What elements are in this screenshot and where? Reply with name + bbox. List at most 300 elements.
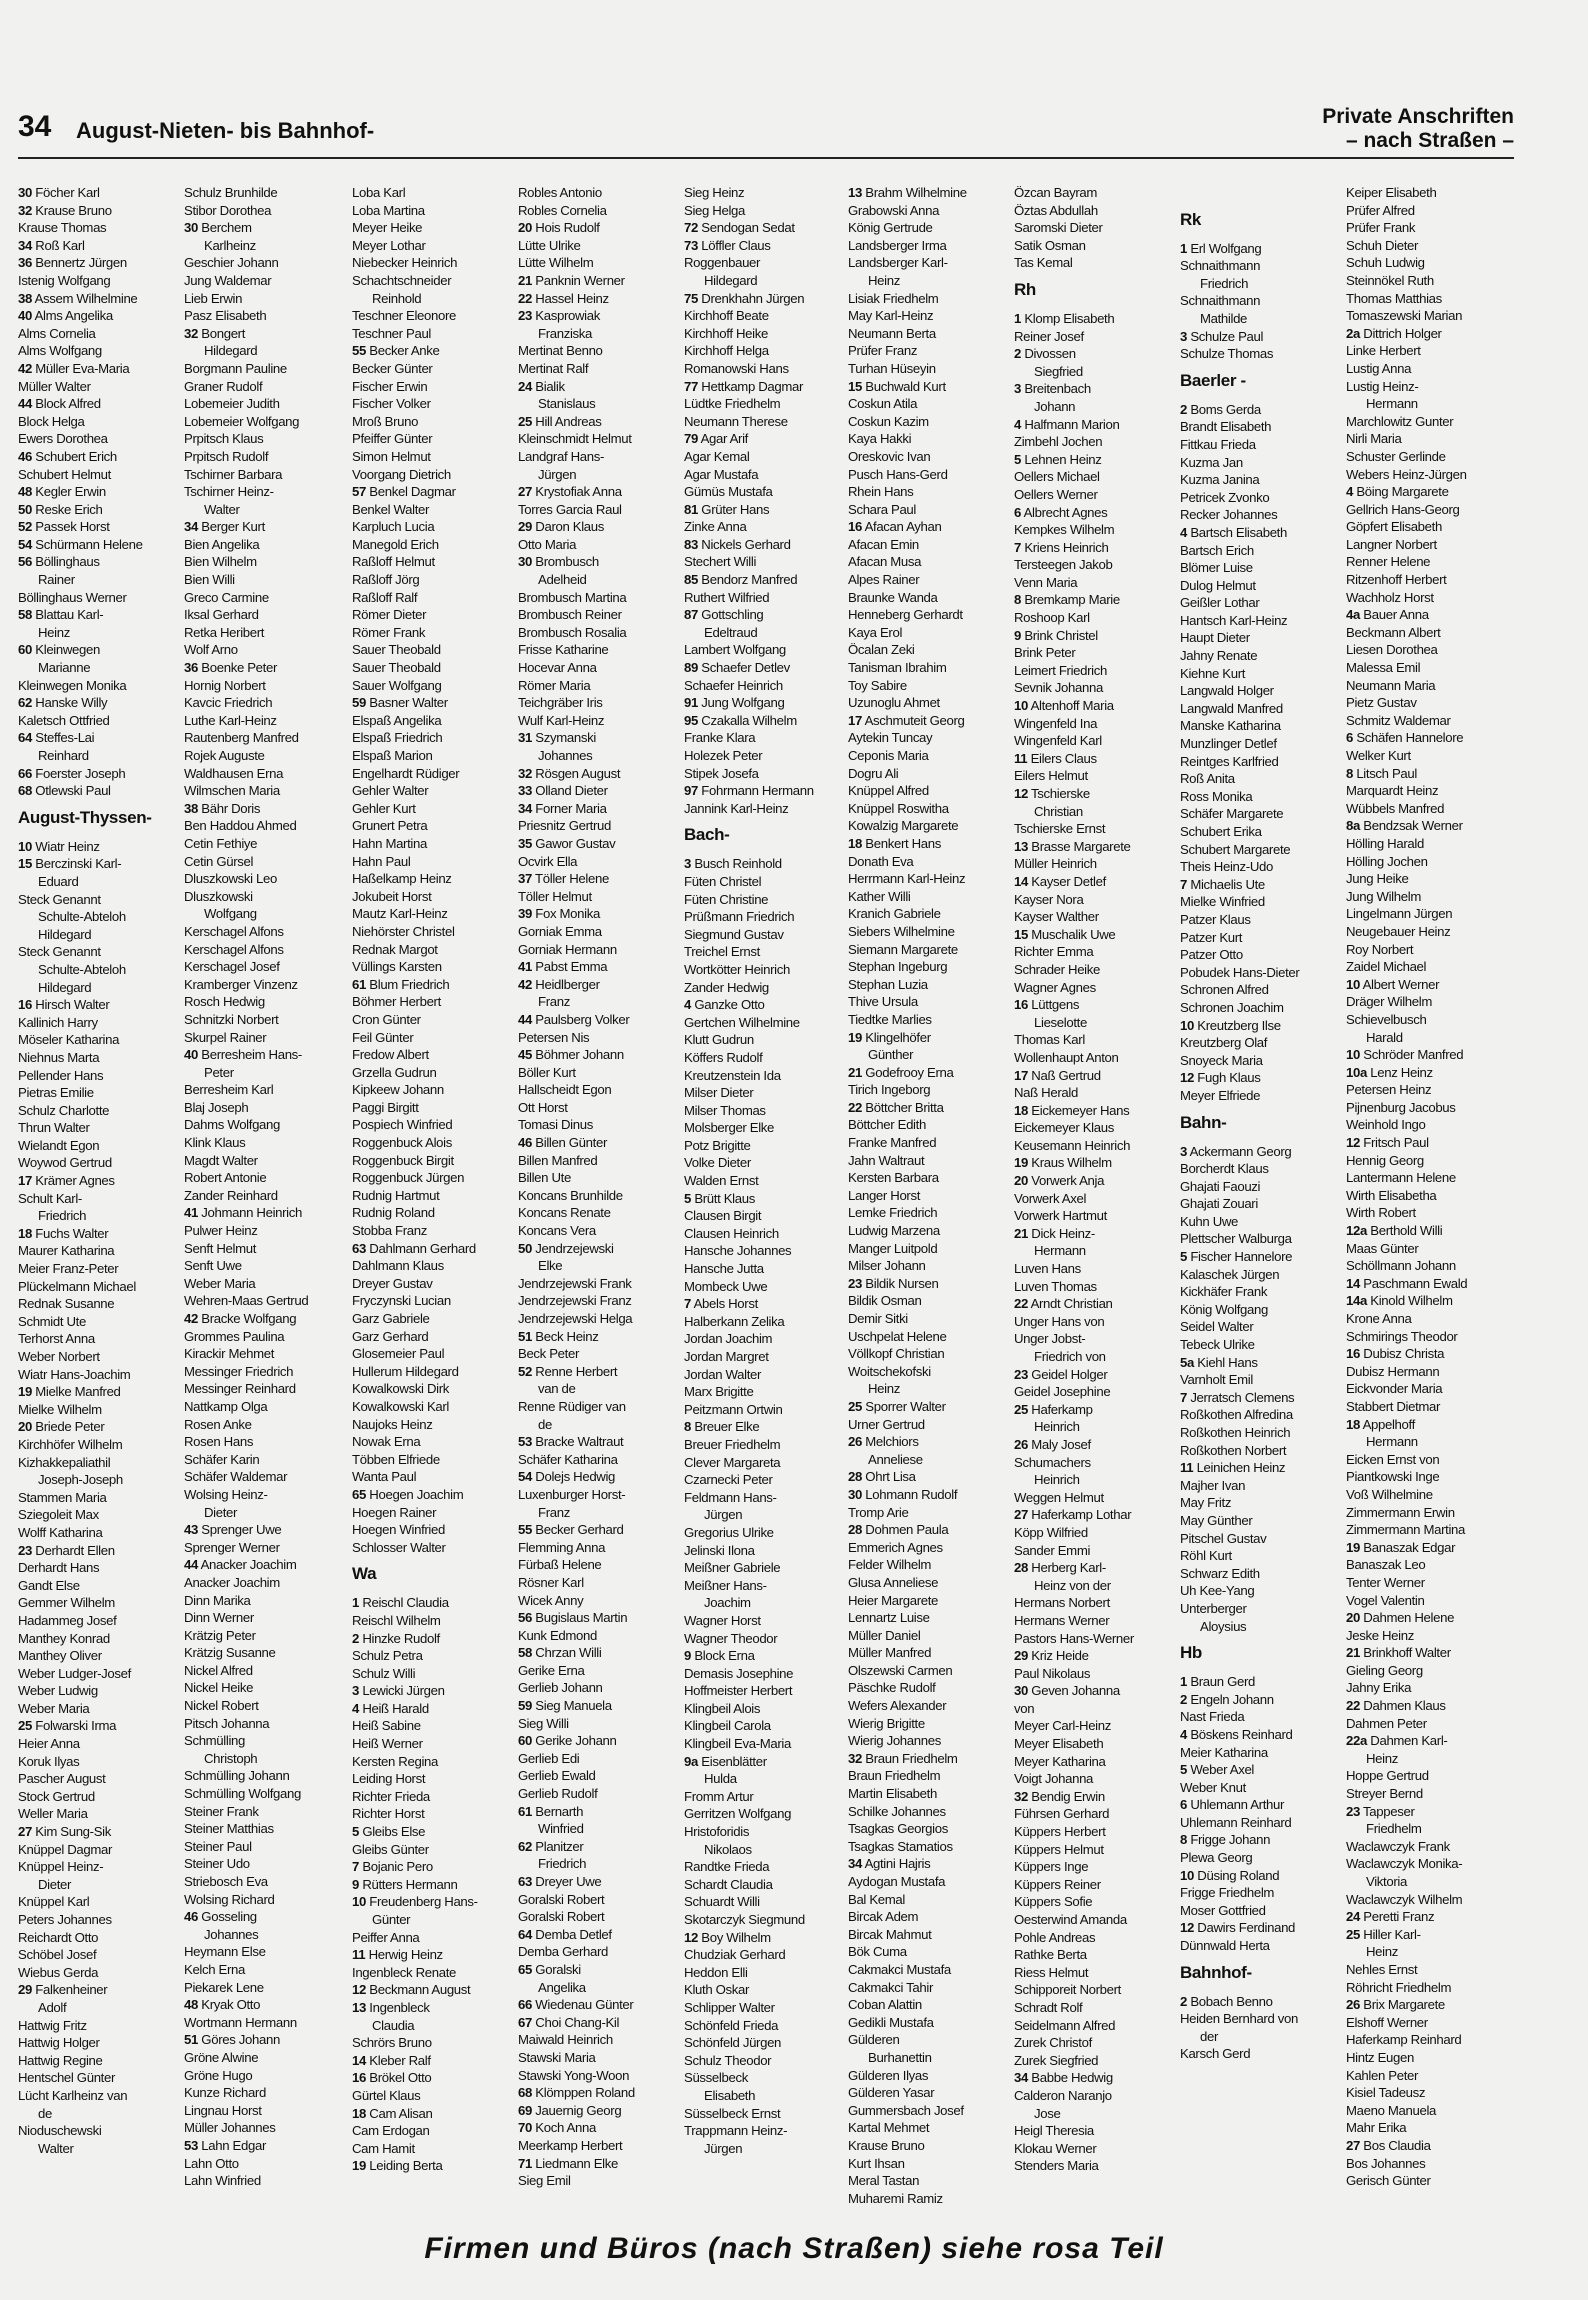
list-item xyxy=(352,184,518,202)
list-item xyxy=(1346,1310,1514,1328)
list-item xyxy=(18,1788,184,1806)
house-number: 58 xyxy=(518,1645,532,1661)
resident-name: Zurek Siegfried xyxy=(1014,2052,1099,2068)
resident-name: Schubert Erika xyxy=(1180,824,1262,839)
resident-name: Hansche Johannes xyxy=(684,1243,792,1259)
house-number: 4 xyxy=(1180,524,1187,540)
list-item xyxy=(18,1841,184,1859)
list-item xyxy=(1180,1052,1346,1070)
resident-name: Schlosser Walter xyxy=(352,1539,446,1555)
resident-name: Kirchhoff Beate xyxy=(684,308,769,324)
resident-name: Lieb Erwin xyxy=(184,290,243,306)
resident-name: Dawirs Ferdinand xyxy=(1197,1920,1296,1936)
house-number: 4 xyxy=(684,997,691,1013)
resident-name: Jokubeit Horst xyxy=(352,888,432,904)
resident-name: Pitschel Gustav xyxy=(1180,1530,1267,1546)
list-item xyxy=(352,1981,518,1999)
list-item xyxy=(1014,1489,1180,1507)
resident-name: Heinrich xyxy=(1034,1419,1080,1435)
list-item xyxy=(1014,1207,1180,1225)
house-number: 23 xyxy=(518,308,532,324)
resident-name: Garz Gabriele xyxy=(352,1311,430,1326)
resident-name: Garz Gerhard xyxy=(352,1328,429,1344)
list-item xyxy=(1346,1504,1514,1522)
list-item xyxy=(1014,2017,1180,2035)
resident-name: Mroß Bruno xyxy=(352,413,419,429)
list-item xyxy=(1346,2067,1514,2085)
list-item xyxy=(184,1310,352,1328)
list-item xyxy=(684,1542,848,1560)
resident-name: Kirackir Mehmet xyxy=(184,1346,275,1362)
list-item xyxy=(518,237,684,255)
resident-name: Landsberger Irma xyxy=(848,237,947,253)
resident-name: Kalaschek Jürgen xyxy=(1180,1266,1280,1282)
entry-continuation xyxy=(1346,395,1514,413)
list-item xyxy=(352,202,518,220)
resident-name: Neugebauer Heinz xyxy=(1346,923,1451,939)
house-number: 24 xyxy=(518,378,532,394)
list-item xyxy=(848,325,1014,343)
resident-name: Schäfer Katharina xyxy=(518,1451,618,1467)
list-item xyxy=(352,272,518,290)
resident-name: Weggen Helmut xyxy=(1014,1489,1104,1505)
resident-name: Roggenbuck Alois xyxy=(352,1135,452,1151)
list-item xyxy=(1014,2140,1180,2158)
list-item xyxy=(684,996,848,1014)
entry-continuation xyxy=(518,993,684,1011)
resident-name: Wiatr Heinz xyxy=(35,838,100,854)
list-item xyxy=(1180,1178,1346,1196)
house-number: 60 xyxy=(18,642,32,658)
resident-name: Jendrzejewski Franz xyxy=(518,1293,632,1309)
list-item xyxy=(352,1152,518,1170)
list-item xyxy=(518,782,684,800)
resident-name: Grüter Hans xyxy=(701,501,770,517)
list-item xyxy=(352,677,518,695)
list-item xyxy=(184,1380,352,1398)
list-item xyxy=(684,1911,848,1929)
resident-name: Pabst Emma xyxy=(535,959,608,975)
list-item xyxy=(184,1679,352,1697)
house-number: 10 xyxy=(1180,1867,1194,1883)
entry-continuation xyxy=(848,1380,1014,1398)
resident-name: Luxenburger Horst- xyxy=(518,1486,626,1502)
resident-name: Rosen Hans xyxy=(184,1434,254,1450)
list-item xyxy=(1346,1380,1514,1398)
list-item xyxy=(1180,964,1346,982)
list-item xyxy=(684,1418,848,1436)
resident-name: Hettkamp Dagmar xyxy=(701,378,804,394)
resident-name: Steiner Frank xyxy=(184,1803,259,1819)
house-number: 44 xyxy=(184,1557,198,1573)
resident-name: Agtini Hajris xyxy=(864,1856,931,1872)
house-number: 32 xyxy=(848,1750,862,1766)
resident-name: Pellender Hans xyxy=(18,1067,104,1083)
list-item xyxy=(18,184,184,202)
resident-name: Gleibs Else xyxy=(362,1824,426,1840)
list-item xyxy=(684,1876,848,1894)
entry-continuation xyxy=(518,395,684,413)
resident-name: Kerschagel Alfons xyxy=(184,923,284,939)
list-item xyxy=(1180,717,1346,735)
list-item xyxy=(684,659,848,677)
list-item xyxy=(1346,2119,1514,2137)
list-item xyxy=(1180,647,1346,665)
list-item xyxy=(18,1225,184,1243)
list-item xyxy=(1180,1230,1346,1248)
list-item xyxy=(518,1363,684,1381)
resident-name: Bialik xyxy=(535,378,565,394)
list-item xyxy=(518,1926,684,1944)
resident-name: Leinichen Heinz xyxy=(1196,1460,1286,1476)
resident-name: Becker Günter xyxy=(352,360,433,376)
resident-name: Weber Ludwig xyxy=(18,1683,98,1699)
list-item xyxy=(184,1345,352,1363)
resident-name: Hoppe Gertrud xyxy=(1346,1768,1429,1784)
house-number: 2 xyxy=(1180,1691,1187,1707)
list-item xyxy=(518,589,684,607)
house-number: 3 xyxy=(352,1683,359,1699)
resident-name: Günther xyxy=(868,1047,914,1063)
resident-name: Dubisz Hermann xyxy=(1346,1363,1440,1379)
list-item xyxy=(1346,272,1514,290)
resident-name: Bök Cuma xyxy=(848,1944,907,1960)
resident-name: Rainer xyxy=(38,572,75,588)
house-number: 12a xyxy=(1346,1223,1367,1239)
resident-name: Geidel Holger xyxy=(1031,1366,1108,1382)
resident-name: Billen Ute xyxy=(518,1170,571,1186)
resident-name: Kim Sung-Sik xyxy=(35,1824,111,1840)
resident-name: Brandt Elisabeth xyxy=(1180,419,1272,435)
street-heading: Rh xyxy=(1014,279,1036,299)
resident-name: Erl Wolfgang xyxy=(1190,240,1262,256)
list-item xyxy=(684,1612,848,1630)
list-item xyxy=(848,870,1014,888)
list-item xyxy=(184,1855,352,1873)
list-item xyxy=(352,1187,518,1205)
house-number: 7 xyxy=(352,1859,359,1875)
list-item xyxy=(352,254,518,272)
list-item xyxy=(1346,202,1514,220)
list-item xyxy=(848,1592,1014,1610)
resident-name: Dinn Werner xyxy=(184,1610,254,1626)
list-item xyxy=(848,712,1014,730)
resident-name: Bildik Osman xyxy=(848,1293,922,1309)
entry-continuation xyxy=(18,926,184,944)
list-item xyxy=(184,1187,352,1205)
resident-name: Brütt Klaus xyxy=(694,1190,755,1206)
resident-name: Braun Gerd xyxy=(1190,1674,1255,1690)
list-item xyxy=(1014,820,1180,838)
resident-name: Grabowski Anna xyxy=(848,202,940,218)
resident-name: Möseler Katharina xyxy=(18,1032,120,1048)
resident-name: Prüßmann Friedrich xyxy=(684,909,795,925)
resident-name: Uzunoglu Ahmet xyxy=(848,695,940,711)
resident-name: Anneliese xyxy=(868,1451,923,1467)
list-item xyxy=(184,1556,352,1574)
resident-name: Berresheim Hans- xyxy=(201,1047,302,1063)
house-number: 21 xyxy=(1346,1645,1360,1661)
list-item xyxy=(18,1119,184,1137)
list-item xyxy=(352,1240,518,1258)
list-item xyxy=(184,747,352,765)
list-item xyxy=(1180,981,1346,999)
resident-name: Stechert Willi xyxy=(684,554,757,570)
list-item xyxy=(184,2172,352,2190)
house-number: 40 xyxy=(18,308,32,324)
list-item xyxy=(684,1172,848,1190)
house-number: 8 xyxy=(1014,592,1021,608)
resident-name: Richter Emma xyxy=(1014,944,1094,960)
list-item xyxy=(684,395,848,413)
resident-name: Haferkamp Reinhard xyxy=(1346,2032,1462,2048)
list-item xyxy=(1014,1841,1180,1859)
list-item xyxy=(518,1891,684,1909)
resident-name: Boms Gerda xyxy=(1190,401,1261,417)
resident-name: Patzer Kurt xyxy=(1180,929,1243,945)
list-item xyxy=(1014,1665,1180,1683)
list-item xyxy=(684,1014,848,1032)
resident-name: Bojanic Pero xyxy=(362,1859,433,1875)
list-item xyxy=(1180,735,1346,753)
resident-name: Kayser Walther xyxy=(1014,909,1099,925)
list-item xyxy=(1346,1064,1514,1082)
list-item xyxy=(18,641,184,659)
resident-name: Peretti Franz xyxy=(1363,1909,1435,1925)
resident-name: Schröder Manfred xyxy=(1363,1047,1464,1063)
list-item xyxy=(1180,524,1346,542)
resident-name: Godefrooy Erna xyxy=(865,1064,954,1080)
list-item xyxy=(684,2017,848,2035)
resident-name: Donath Eva xyxy=(848,853,914,869)
resident-name: Kowalkowski Karl xyxy=(352,1398,450,1414)
list-item xyxy=(352,1416,518,1434)
list-item xyxy=(684,979,848,997)
resident-name: Boenke Peter xyxy=(201,660,278,676)
house-number: 85 xyxy=(684,572,698,588)
list-item xyxy=(184,1081,352,1099)
list-item xyxy=(184,958,352,976)
house-number: 12 xyxy=(684,1929,698,1945)
resident-name: Uhlemann Reinhard xyxy=(1180,1814,1292,1830)
list-item xyxy=(184,1416,352,1434)
list-item xyxy=(352,835,518,853)
resident-name: Borcherdt Klaus xyxy=(1180,1161,1269,1177)
list-item xyxy=(684,1225,848,1243)
list-item xyxy=(184,553,352,571)
list-item xyxy=(1180,418,1346,436)
list-item xyxy=(352,1310,518,1328)
list-item xyxy=(1180,1318,1346,1336)
resident-name: Feil Günter xyxy=(352,1029,414,1045)
resident-name: Kisiel Tadeusz xyxy=(1346,2085,1426,2101)
resident-name: Siegfried xyxy=(1034,363,1083,379)
resident-name: Kegler Erwin xyxy=(35,484,106,500)
list-item xyxy=(518,1556,684,1574)
resident-name: Heddon Elli xyxy=(684,1964,748,1980)
entry-continuation xyxy=(18,2105,184,2123)
resident-name: Cam Erdogan xyxy=(352,2123,430,2139)
list-item xyxy=(1180,1814,1346,1832)
house-number: 19 xyxy=(1014,1155,1028,1171)
list-item xyxy=(848,905,1014,923)
resident-name: Wingenfeld Ina xyxy=(1014,715,1098,731)
list-item xyxy=(18,1067,184,1085)
resident-name: Glosemeier Paul xyxy=(352,1346,445,1362)
resident-name: Ghajati Zouari xyxy=(1180,1196,1258,1212)
resident-name: Coban Alattin xyxy=(848,1997,922,2013)
house-number: 21 xyxy=(518,272,532,288)
list-item xyxy=(18,237,184,255)
list-item xyxy=(18,1454,184,1472)
list-item xyxy=(352,923,518,941)
resident-name: Hassel Heinz xyxy=(535,290,609,306)
list-item xyxy=(518,1961,684,1979)
resident-name: Kreutzberg Ilse xyxy=(1197,1017,1281,1033)
list-item xyxy=(184,325,352,343)
resident-name: Krause Bruno xyxy=(35,202,112,218)
resident-name: Föcher Karl xyxy=(35,185,100,200)
entry-continuation xyxy=(1014,2105,1180,2123)
house-number: 45 xyxy=(518,1047,532,1063)
resident-name: Kersten Barbara xyxy=(848,1170,939,1186)
resident-name: Eilers Claus xyxy=(1030,750,1097,766)
resident-name: Calderon Naranjo xyxy=(1014,2087,1112,2103)
resident-name: Schmidt Ute xyxy=(18,1313,86,1329)
list-item xyxy=(518,2031,684,2049)
list-item xyxy=(518,1328,684,1346)
list-item xyxy=(848,184,1014,202)
house-number: 29 xyxy=(1014,1648,1028,1664)
house-number: 43 xyxy=(184,1522,198,1538)
house-number: 5a xyxy=(1180,1354,1194,1370)
list-item xyxy=(1014,750,1180,768)
list-item xyxy=(18,765,184,783)
resident-name: Niebecker Heinrich xyxy=(352,255,458,271)
entry-continuation xyxy=(18,873,184,891)
resident-name: Kleinschmidt Helmut xyxy=(518,431,632,447)
resident-name: Waclawczyk Wilhelm xyxy=(1346,1891,1463,1907)
entry-continuation xyxy=(684,624,848,642)
list-item xyxy=(1346,993,1514,1011)
resident-name: Uschpelat Helene xyxy=(848,1328,947,1344)
list-item xyxy=(848,1064,1014,1082)
resident-name: Küppers Inge xyxy=(1014,1859,1089,1875)
list-item xyxy=(848,958,1014,976)
resident-name: Gerike Erna xyxy=(518,1662,585,1678)
list-item xyxy=(18,1014,184,1032)
list-item xyxy=(684,1893,848,1911)
list-item xyxy=(1180,1494,1346,1512)
list-item xyxy=(848,1785,1014,1803)
list-item xyxy=(1014,732,1180,750)
resident-name: Zaidel Michael xyxy=(1346,959,1427,975)
list-item xyxy=(684,1717,848,1735)
list-item xyxy=(18,1964,184,1982)
resident-name: Herrmann Karl-Heinz xyxy=(848,871,966,887)
resident-name: Sieg Helga xyxy=(684,202,746,218)
resident-name: Dulog Helmut xyxy=(1180,577,1256,593)
list-item xyxy=(1014,785,1180,803)
resident-name: Petricek Zvonko xyxy=(1180,489,1270,505)
resident-name: Albert Werner xyxy=(1362,976,1440,992)
list-item xyxy=(352,1594,518,1612)
resident-name: Kayser Nora xyxy=(1014,891,1084,907)
house-number: 9 xyxy=(684,1648,691,1664)
resident-name: Drenkhahn Jürgen xyxy=(701,290,805,306)
list-item xyxy=(1014,1823,1180,1841)
resident-name: Milser Thomas xyxy=(684,1102,766,1118)
house-number: 42 xyxy=(18,360,32,376)
resident-name: Koncans Vera xyxy=(518,1223,596,1239)
resident-name: Koruk Ilyas xyxy=(18,1753,80,1769)
list-item xyxy=(352,817,518,835)
resident-name: Krätzig Susanne xyxy=(184,1645,276,1661)
list-item xyxy=(684,184,848,202)
resident-name: Angelika xyxy=(538,1979,586,1995)
resident-name: Gehler Kurt xyxy=(352,800,416,816)
list-item xyxy=(352,1700,518,1718)
list-item xyxy=(1014,1946,1180,1964)
resident-name: Hahn Paul xyxy=(352,853,411,869)
list-item xyxy=(1014,1559,1180,1577)
resident-name: Bos Johannes xyxy=(1346,2155,1426,2171)
resident-name: Peiffer Anna xyxy=(352,1929,420,1945)
resident-name: Pietz Gustav xyxy=(1346,695,1417,711)
resident-name: Schuardt Willi xyxy=(684,1894,760,1910)
resident-name: Cam Hamit xyxy=(352,2140,415,2156)
directory-column xyxy=(1346,184,1514,2204)
list-item xyxy=(184,1785,352,1803)
resident-name: Schradt Rolf xyxy=(1014,1999,1083,2015)
resident-name: Cetin Fethiye xyxy=(184,835,258,851)
list-item xyxy=(848,413,1014,431)
list-item xyxy=(1346,1152,1514,1170)
list-item xyxy=(1014,1313,1180,1331)
resident-name: Küppers Herbert xyxy=(1014,1824,1106,1840)
entry-continuation xyxy=(1014,398,1180,416)
entry-continuation xyxy=(848,1046,1014,1064)
resident-name: Weber Knut xyxy=(1180,1779,1246,1795)
entry-continuation xyxy=(352,1911,518,1929)
resident-name: Klokau Werner xyxy=(1014,2140,1097,2156)
resident-name: Otto Maria xyxy=(518,536,577,552)
resident-name: Mielke Wilhelm xyxy=(18,1401,102,1417)
resident-name: de xyxy=(538,1416,552,1432)
list-item xyxy=(352,958,518,976)
list-item xyxy=(518,430,684,448)
resident-name: Göpfert Elisabeth xyxy=(1346,519,1442,535)
list-item xyxy=(184,1011,352,1029)
list-item xyxy=(518,729,684,747)
list-item xyxy=(18,1031,184,1049)
house-number: 30 xyxy=(1014,1683,1028,1699)
house-number: 30 xyxy=(518,554,532,570)
list-item xyxy=(352,993,518,1011)
resident-name: Eduard xyxy=(38,873,79,889)
resident-name: Maeno Manuela xyxy=(1346,2102,1437,2118)
list-item xyxy=(848,765,1014,783)
list-item xyxy=(518,1750,684,1768)
resident-name: Magdt Walter xyxy=(184,1152,258,1168)
resident-name: Schulte-Abteloh xyxy=(38,909,126,925)
resident-name: Tsagkas Stamatios xyxy=(848,1838,953,1854)
resident-name: Heiß Harald xyxy=(362,1700,429,1716)
resident-name: Küppers Helmut xyxy=(1014,1841,1104,1857)
resident-name: Paul Nikolaus xyxy=(1014,1665,1091,1681)
resident-name: Dolejs Hedwig xyxy=(535,1469,616,1485)
resident-name: Schubert Margarete xyxy=(1180,841,1291,857)
